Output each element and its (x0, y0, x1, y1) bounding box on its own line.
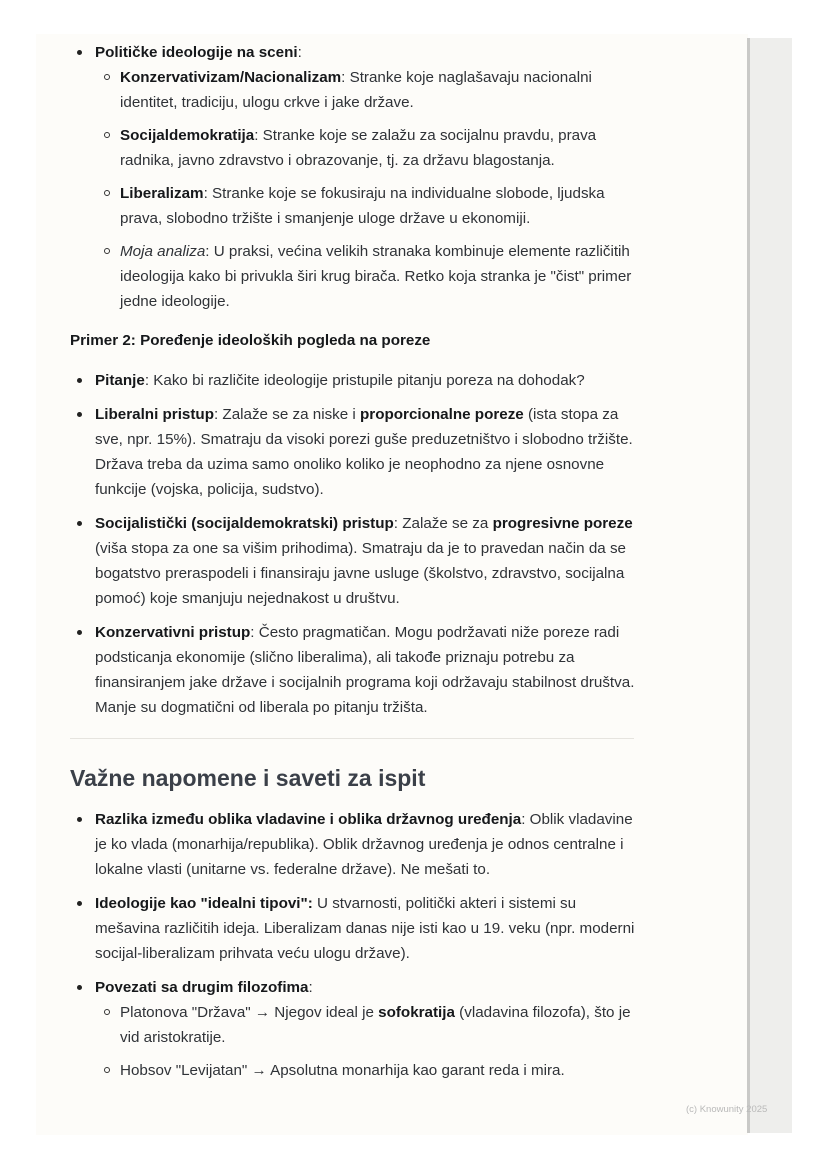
list-item: Moja analiza: U praksi, većina velikih stranaka kombinuje elemente različitih ideologija kako bi privukla širi krug birača. Retko koja stranka je "čist" primer jedne ideologije. (95, 239, 638, 314)
example2-heading: Primer 2: Poređenje ideoloških pogleda na poreze (70, 332, 431, 349)
list-item: Liberalni pristup: Zalaže se za niske i proporcionalne poreze (ista stopa za sve, npr. 15%). Smatraju da visoki porezi guše preduzetništvo i slobodno tržište. Država treba da uzima samo onoliko koliko je neophodno za njene osnovne funkcije (vojska, policija, sudstvo). (70, 402, 638, 502)
list-item: Ideologije kao "idealni tipovi": U stvarnosti, politički akteri i sistemi su mešavina različitih ideja. Liberalizam danas nije isti kao u 19. veku (npr. moderni socijal-liberalizam prihvata veću ulogu države). (70, 891, 638, 966)
list-item: Pitanje: Kako bi različite ideologije pristupile pitanju poreza na dohodak? (70, 368, 638, 393)
notes-heading: Važne napomene i saveti za ispit (70, 765, 426, 791)
notes-list (70, 807, 638, 1083)
list-item: Liberalizam: Stranke koje se fokusiraju na individualne slobode, ljudska prava, slobodno tržište i smanjenje uloge države u ekonomiji. (95, 181, 638, 231)
list-item: Političke ideologije na sceni: Konzervativizam/Nacionalizam: Stranke koje naglašavaju nacionalni identitet, tradiciju, ulogu crkve i jake države. Socijaldemokratija: Stranke koje se zalažu za socijalnu pravdu, prava radnika, javno zdravstvo i obrazovanje, tj. za državu blagostanja. Liberalizam: Stranke koje se fokusiraju na individualne slobode, ljudska prava, slobodno tržište i smanjenje uloge države u ekonomiji. Moja analiza: U praksi, većina velikih stranaka kombinuje elemente različitih ideologija kako bi privukla širi krug birača. Retko koja stranka je "čist" primer jedne ideologije. (70, 40, 638, 314)
list-item: Platonova "Država" → Njegov ideal je sofokratija (vladavina filozofa), što je vid aristokratije. (95, 1000, 638, 1050)
side-panel (750, 38, 792, 1133)
ideologies-sublist (95, 65, 638, 314)
example2-list (70, 368, 638, 720)
philosophers-sublist (95, 1000, 638, 1083)
list-item: Povezati sa drugim filozofima: Platonova "Država" → Njegov ideal je sofokratija (vladavina filozofa), što je vid aristokratije. Hobsov "Levijatan" → Apsolutna monarhija kao garant reda i mira. (70, 975, 638, 1083)
list-item: Hobsov "Levijatan" → Apsolutna monarhija kao garant reda i mira. (95, 1058, 638, 1083)
watermark: (c) Knowunity 2025 (686, 1104, 768, 1115)
list-item: Socijaldemokratija: Stranke koje se zalažu za socijalnu pravdu, prava radnika, javno zdravstvo i obrazovanje, tj. za državu blagostanja. (95, 123, 638, 173)
section-divider (70, 738, 634, 739)
ideologies-list (70, 40, 638, 314)
list-item: Socijalistički (socijaldemokratski) pristup: Zalaže se za progresivne poreze (viša stopa za one sa višim prihodima). Smatraju da je to pravedan način da se bogatstvo preraspodeli i finansiraju javne usluge (školstvo, zdravstvo, socijalna pomoć) koje smanjuju nejednakost u društvu. (70, 511, 638, 611)
document-content (70, 40, 638, 1092)
list-item: Konzervativni pristup: Često pragmatičan. Mogu podržavati niže poreze radi podsticanja ekonomije (slično liberalima), ali takođe priznaju potrebu za finansiranjem jake države i socijalnih programa koji održavaju stabilnost društva. Manje su dogmatični od liberala po pitanju tržišta. (70, 620, 638, 720)
ideologies-title: Političke ideologije na sceni (95, 44, 298, 61)
list-item: Konzervativizam/Nacionalizam: Stranke koje naglašavaju nacionalni identitet, tradiciju, ulogu crkve i jake države. (95, 65, 638, 115)
list-item: Razlika između oblika vladavine i oblika državnog uređenja: Oblik vladavine je ko vlada (monarhija/republika). Oblik državnog uređenja je odnos centralne i lokalne vlasti (unitarne vs. federalne države). Ne mešati to. (70, 807, 638, 882)
